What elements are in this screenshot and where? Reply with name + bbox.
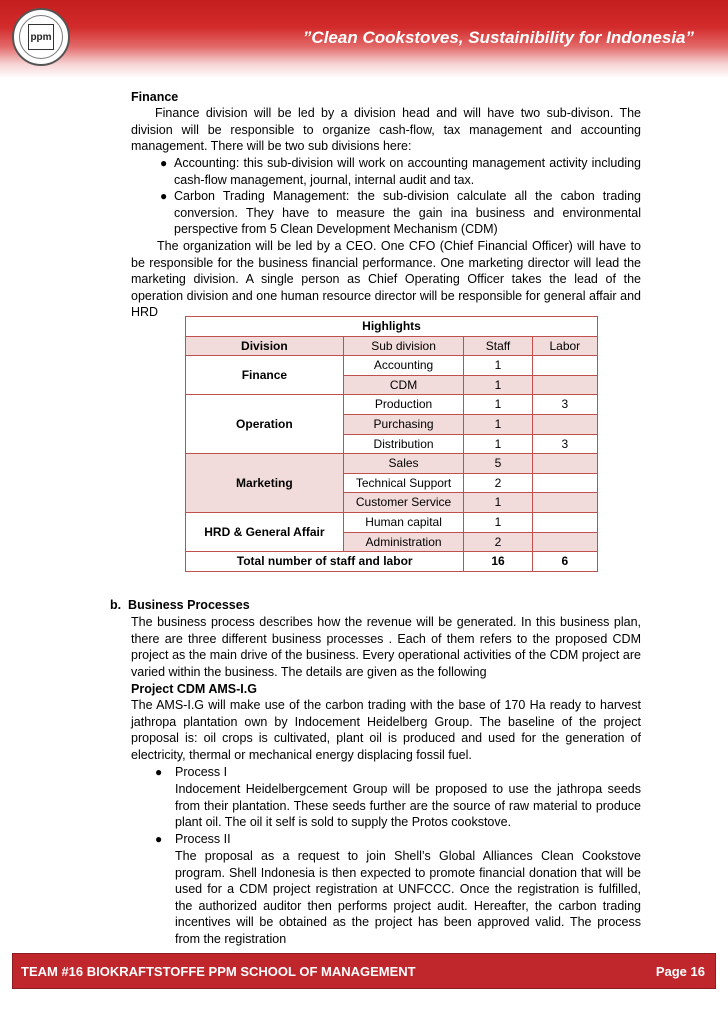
total-labor: 6 (532, 552, 597, 572)
labor-cell (532, 532, 597, 552)
labor-cell: 3 (532, 434, 597, 454)
page-footer (12, 953, 716, 989)
school-seal-logo (12, 8, 70, 66)
staff-cell: 1 (464, 375, 532, 395)
bullet-dot: ● (155, 765, 163, 779)
finance-heading: Finance (131, 90, 179, 104)
project-title: Project CDM AMS-I.G (131, 682, 257, 696)
staff-cell: 2 (464, 532, 532, 552)
table-title: Highlights (186, 317, 598, 337)
staff-cell: 1 (464, 493, 532, 513)
subdivision-cell: Technical Support (343, 473, 464, 493)
process-1-title: Process I (175, 765, 228, 779)
staff-cell: 1 (464, 512, 532, 532)
staff-cell: 1 (464, 356, 532, 376)
labor-cell (532, 493, 597, 513)
subdivision-cell: Accounting (343, 356, 464, 376)
total-label: Total number of staff and labor (186, 552, 464, 572)
division-operation: Operation (186, 395, 344, 454)
header-staff: Staff (464, 336, 532, 356)
subdivision-cell: Customer Service (343, 493, 464, 513)
labor-cell (532, 512, 597, 532)
subdivision-cell: Distribution (343, 434, 464, 454)
bullet-text: Accounting: this sub-division will work on accounting management activity including cash-flow management, journal, internal audit and tax. (174, 156, 641, 187)
header-title: ”Clean Cookstoves, Sustainibility for Indonesia” (302, 28, 694, 47)
header-division: Division (186, 336, 344, 356)
labor-cell (532, 375, 597, 395)
bullet-text: Carbon Trading Management: the sub-division calculate all the cabon trading conversion. They have to measure the gain ina business and environmental perspective from 5 Clean Development Mechanism (CDM) (174, 189, 641, 237)
division-finance: Finance (186, 356, 344, 395)
footer-team-label: TEAM #16 BIOKRAFTSTOFFE PPM SCHOOL OF MANAGEMENT (21, 964, 416, 979)
bullet-dot: ● (160, 156, 168, 170)
labor-cell (532, 356, 597, 376)
business-paragraph: The business process describes how the revenue will be generated. In this business plan, there are three different business processes . Each of them refers to the proposed CDM project as the main drive of the business. Every operational activities of the CDM project are varied within the business. The details are given as the following (131, 615, 641, 679)
header-labor: Labor (532, 336, 597, 356)
subdivision-cell: Human capital (343, 512, 464, 532)
footer-page-number: Page 16 (655, 964, 705, 979)
process-2-text: The proposal as a request to join Shell’s Global Alliances Clean Cookstove program. Shell Indonesia is then expected to promote financial donation that will be used for a CDM project registration at UNFCCC. Once the registration is fulfilled, the authorized auditor then performs project audit. Hereafter, the carbon trading incentives will be obtained as the project has been approved valid. The process from the registration (175, 849, 641, 946)
labor-cell (532, 454, 597, 474)
subdivision-cell: CDM (343, 375, 464, 395)
labor-cell: 3 (532, 395, 597, 415)
division-marketing: Marketing (186, 454, 344, 513)
staff-cell: 1 (464, 414, 532, 434)
labor-cell (532, 473, 597, 493)
highlights-table (185, 316, 598, 572)
total-staff: 16 (464, 552, 532, 572)
labor-cell (532, 414, 597, 434)
project-paragraph: The AMS-I.G will make use of the carbon trading with the base of 170 Ha ready to harvest jathropa plantation own by Indocement Heidelberg Group. The baseline of the project proposal is: oil crops is cultivated, plant oil is produced and used for the generation of electricity, thermal or mechanical energy displacing fossil fuel. (131, 698, 641, 762)
staff-cell: 1 (464, 395, 532, 415)
bullet-dot: ● (160, 189, 168, 203)
bullet-dot: ● (155, 832, 163, 846)
staff-cell: 1 (464, 434, 532, 454)
staff-cell: 2 (464, 473, 532, 493)
organization-paragraph: The organization will be led by a CEO. One CFO (Chief Financial Officer) will have to be responsible for the business financial performance. One marketing director will lead the marketing division. A single person as Chief Operating Officer takes the lead of the operation division and one human resource director will be responsible for general affair and HRD (131, 239, 641, 320)
process-2-title: Process II (175, 832, 231, 846)
division-hrd: HRD & General Affair (186, 512, 344, 551)
business-heading: b. Business Processes (110, 598, 250, 612)
subdivision-cell: Sales (343, 454, 464, 474)
subdivision-cell: Production (343, 395, 464, 415)
process-1-text: Indocement Heidelbergcement Group will be proposed to use the jathropa seeds from their plantation. These seeds further are the source of raw material to produce plant oil. The oil it self is sold to supply the Protos cookstove. (175, 782, 641, 830)
subdivision-cell: Administration (343, 532, 464, 552)
staff-cell: 5 (464, 454, 532, 474)
page-header (0, 0, 728, 78)
seal-monogram: ppm (28, 24, 54, 50)
finance-paragraph: Finance division will be led by a division head and will have two sub-divison. The division will be responsible to organize cash-flow, tax management and accounting management. There will be two sub divisions here: (131, 106, 641, 154)
header-subdivision: Sub division (343, 336, 464, 356)
subdivision-cell: Purchasing (343, 414, 464, 434)
